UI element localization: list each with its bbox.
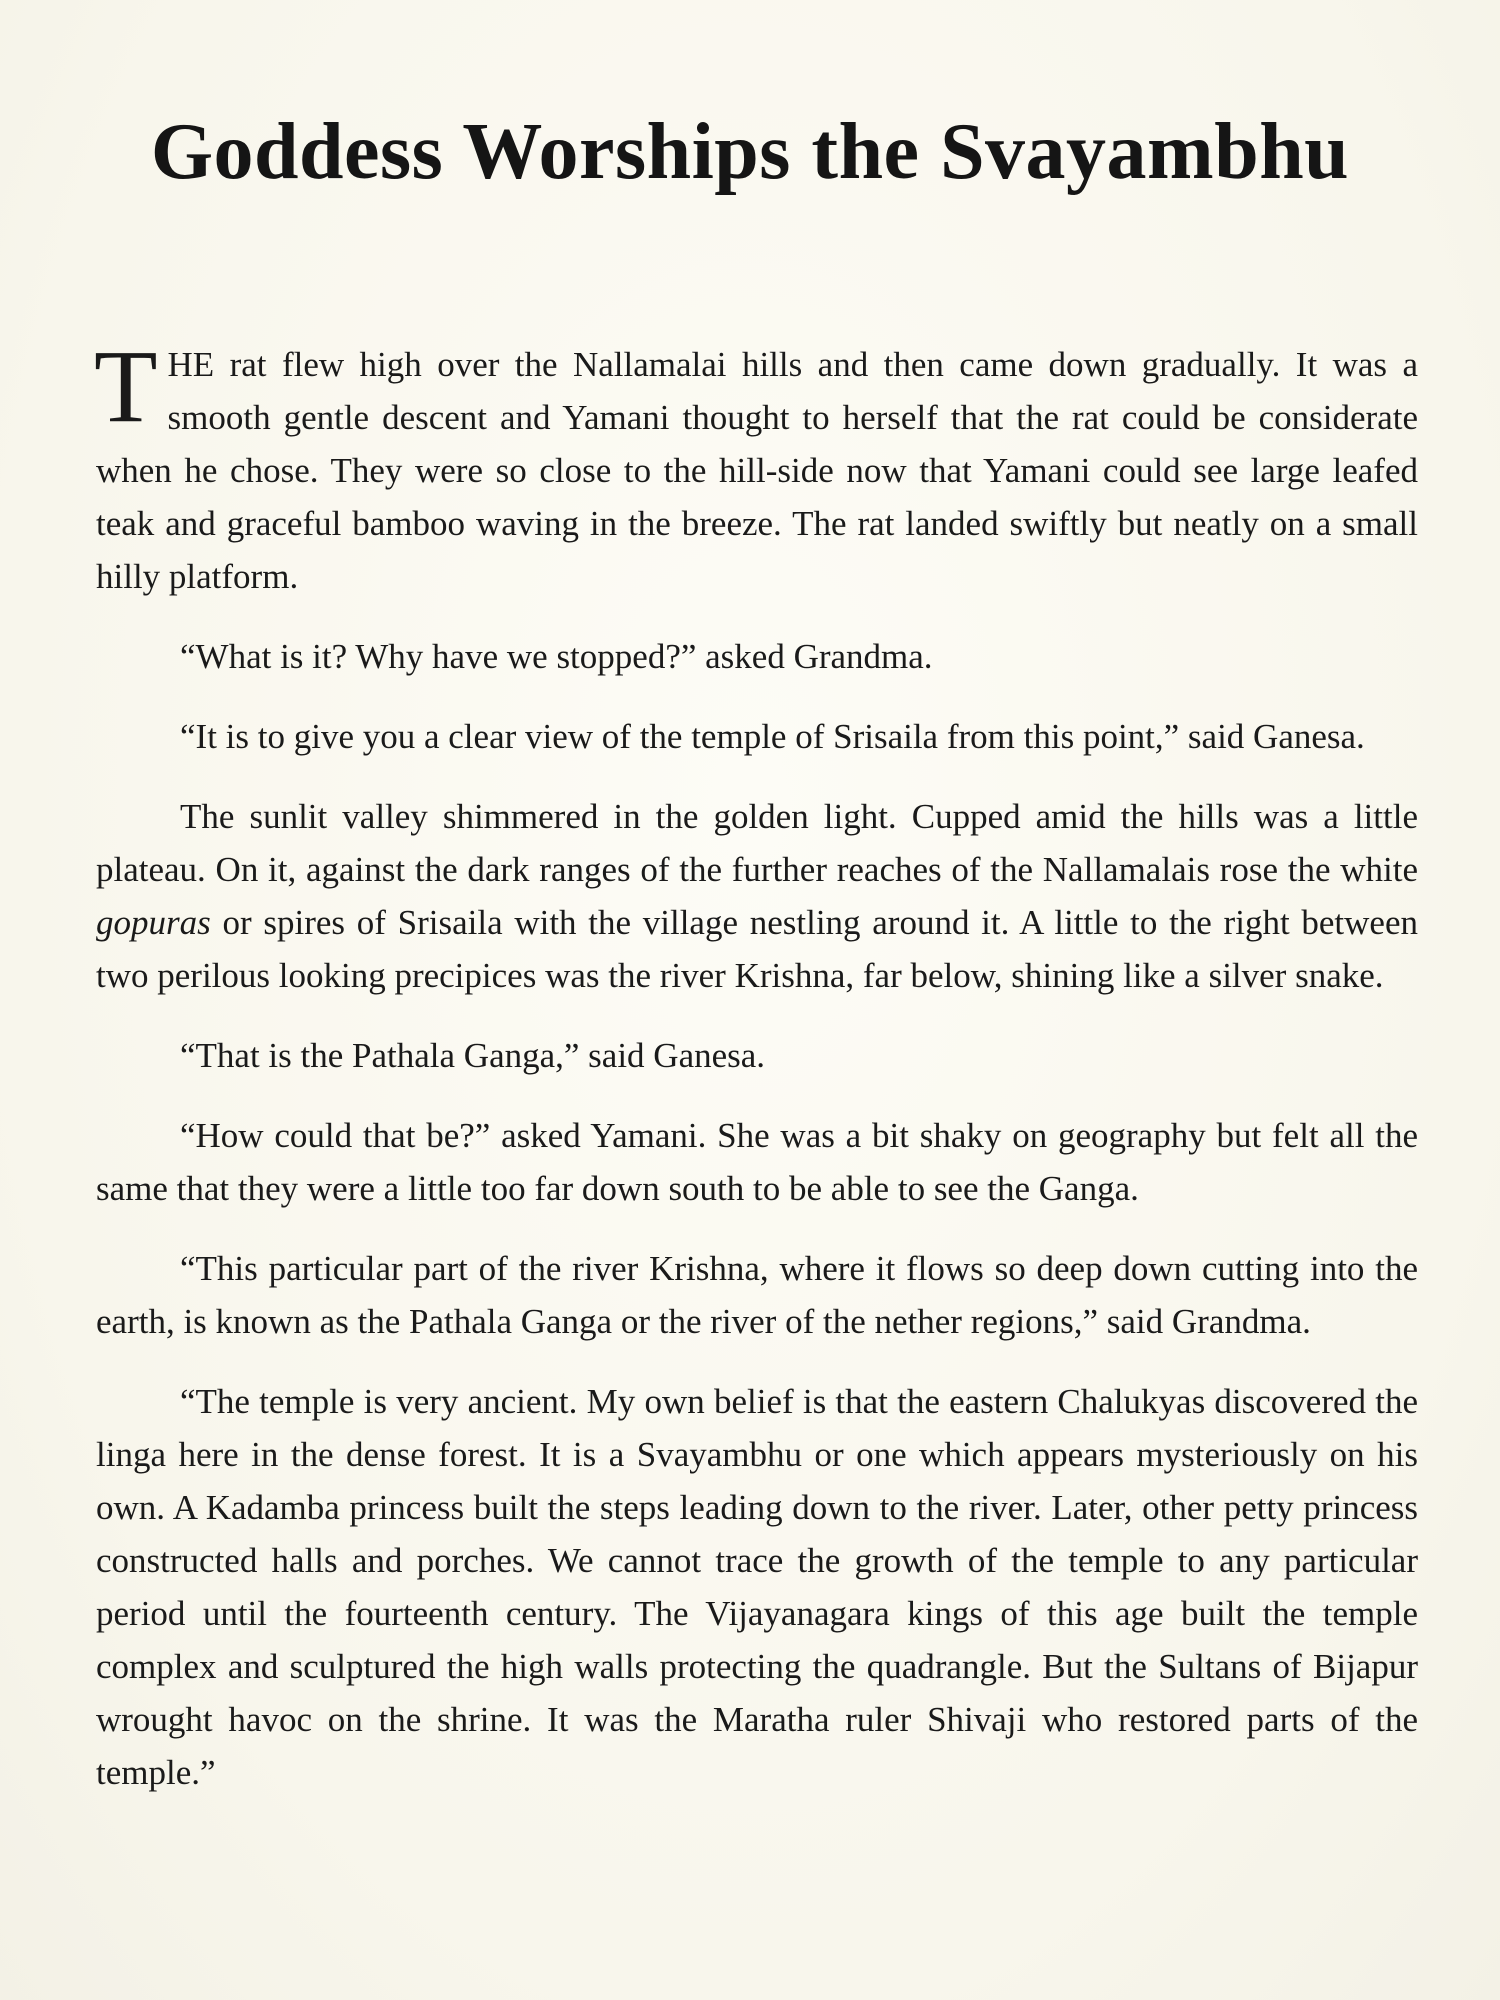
paragraph-1-text: HE rat flew high over the Nallamalai hills and then came down gradually. It was a smooth gentle descent and Yamani thought to herself that the rat could be considerate when he chose. They were so close to the hill-side now that Yamani could see large leafed teak and graceful bamboo waving in the breeze. The rat landed swiftly but neatly on a small hilly platform. bbox=[96, 345, 1418, 596]
page-title: Goddess Worships the Svayambhu bbox=[150, 108, 1350, 196]
paragraph-8: “The temple is very ancient. My own belief is that the eastern Chalukyas discovered the linga here in the dense forest. It is a Svayambhu or one which appears mysteriously on his own. A Kadamba princess built the steps leading down to the river. Later, other petty princess constructed halls and porches. We cannot trace the growth of the temple to any particular period until the fourteenth century. The Vijayanagara kings of this age built the temple complex and sculptured the high walls protecting the quadrangle. But the Sultans of Bijapur wrought havoc on the shrine. It was the Maratha ruler Shivaji who restored parts of the temple.” bbox=[96, 1382, 1418, 1792]
page-body bbox=[94, 329, 1418, 1826]
paragraph-4-text-b: or spires of Srisaila with the village nestling around it. A little to the right between two perilous looking precipices was the river Krishna, far below, shining like a silver snake. bbox=[96, 903, 1418, 995]
paragraph-1 bbox=[94, 329, 1418, 603]
paragraph-6: “How could that be?” asked Yamani. She was a bit shaky on geography but felt all the same that they were a little too far down south to be able to see the Ganga. bbox=[96, 1116, 1418, 1208]
paragraph-5: “That is the Pathala Ganga,” said Ganesa. bbox=[180, 1036, 766, 1075]
paragraph-4-emphasis: gopuras bbox=[96, 903, 211, 942]
paragraph-4 bbox=[96, 790, 1418, 1002]
paragraph-4-text-a: The sunlit valley shimmered in the golden light. Cupped amid the hills was a little plateau. On it, against the dark ranges of the further reaches of the Nallamalais rose the white bbox=[96, 797, 1418, 889]
paragraph-7: “This particular part of the river Krishna, where it flows so deep down cutting into the earth, is known as the Pathala Ganga or the river of the nether regions,” said Grandma. bbox=[96, 1249, 1418, 1341]
paragraph-3: “It is to give you a clear view of the temple of Srisaila from this point,” said Ganesa. bbox=[180, 717, 1365, 756]
drop-cap: T bbox=[94, 329, 158, 444]
paragraph-2: “What is it? Why have we stopped?” asked Grandma. bbox=[180, 637, 933, 676]
